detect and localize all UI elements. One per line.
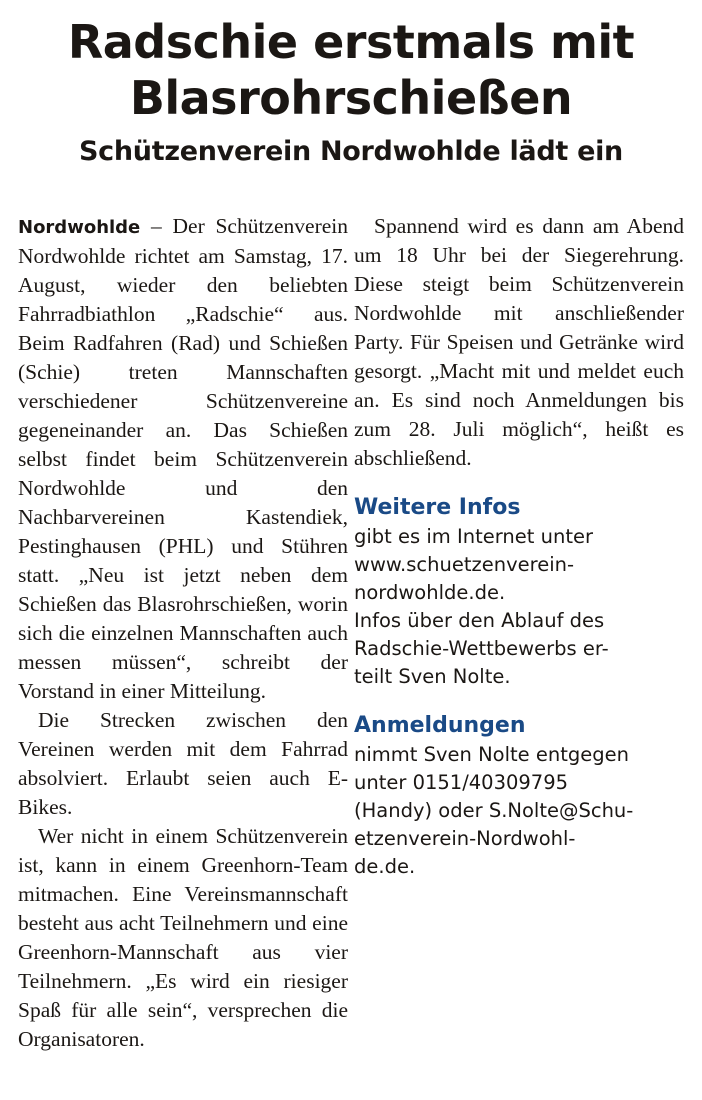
headline-line-2: Blasrohrschießen	[129, 71, 573, 125]
column-left	[18, 212, 348, 1054]
subheadline: Schützenverein Nordwohlde lädt ein	[79, 136, 623, 167]
dateline: Nordwohlde	[18, 217, 141, 238]
info-text-anmeldungen: nimmt Sven Nolte entgegen unter 0151/40309795 (Handy) oder S.Nolte@Schu- etzenverein-Nordwohl- de.de.	[354, 743, 634, 878]
paragraph-3: Wer nicht in einem Schützenverein ist, kann in einem Greenhorn-Team mitmachen. Eine Vereinsmannschaft besteht aus acht Teilnehmern und eine Greenhorn-Mannschaft aus vier Teilnehmern. „Es wird ein riesiger Spaß für alle sein“, versprechen die Organisatoren.	[18, 824, 348, 1051]
article-columns	[18, 212, 684, 1054]
paragraph-4: Spannend wird es dann am Abend um 18 Uhr bei der Siegerehrung. Diese steigt beim Schützenverein Nordwohlde mit anschließender Party. Für Speisen und Getränke wird gesorgt. „Macht mit und meldet euch an. Es sind noch Anmeldungen bis zum 28. Juli möglich“, heißt es abschließend.	[354, 214, 684, 470]
paragraph-1-text: – Der Schützenverein Nordwohlde richtet am Samstag, 17. August, wieder den beliebten Fahrradbiathlon „Radschie“ aus. Beim Radfahren (Rad) und Schießen (Schie) treten Mannschaften verschiedener Schützenvereine gegeneinander an. Das Schießen selbst findet beim Schützenverein Nordwohlde und den Nachbarvereinen Kastendiek, Pestinghausen (PHL) und Stühren statt. „Neu ist jetzt neben dem Schießen das Blasrohrschießen, worin sich die einzelnen Mannschaften auch messen müssen“, schreibt der Vorstand in einer Mitteilung.	[18, 214, 348, 703]
headline	[18, 14, 684, 126]
info-heading-anmeldungen: Anmeldungen	[354, 713, 526, 738]
headline-line-1: Radschie erstmals mit	[67, 15, 635, 69]
column-right	[354, 212, 684, 1054]
info-text-weitere-infos: gibt es im Internet unter www.schuetzenverein- nordwohlde.de. Infos über den Ablauf des Radschie-Wettbewerbs er- teilt Sven Nolte.	[354, 525, 609, 688]
paragraph-2: Die Strecken zwischen den Vereinen werden mit dem Fahrrad absolviert. Erlaubt seien auch E-Bikes.	[18, 708, 348, 819]
info-heading-weitere-infos: Weitere Infos	[354, 495, 521, 520]
paragraph-1	[18, 212, 348, 706]
